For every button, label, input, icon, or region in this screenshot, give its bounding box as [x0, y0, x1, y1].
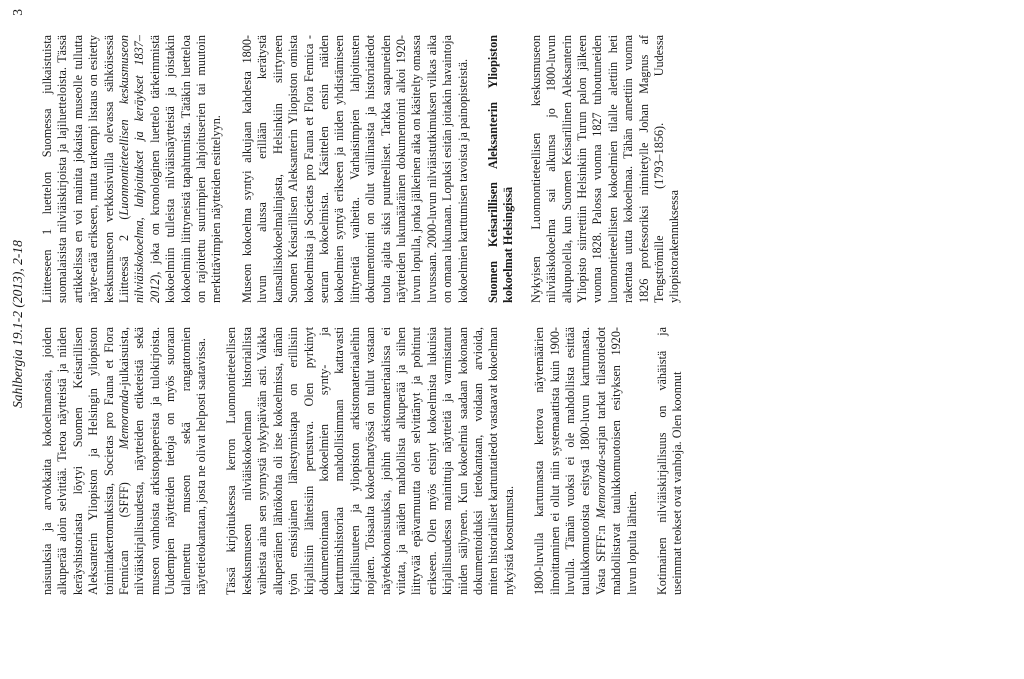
paragraph-text: Museon kokoelma syntyi alkujaan kahdesta 1800-luvun alussa erillään kerätystä kansalliskokoelmalinjasta, Helsinkiin siirtyneen Suomen Keisarillisen Aleksanterin Yliopiston omista kokoelmista ja Societas pro Fauna et Flora Fennica -seuran kokoelmista. Käsittelen ensin näiden kokoelmien syntyä erikseen ja niiden yhdistämiseen liittyneitä vaiheita. Varhaisimpien lahjoitusten dokumentointi on ollut vaillinaista ja historiatiedot tuolta ajalta siksi puutteelliset. Tarkka saapuneiden näytteiden lukumääräinen dokumentointi alkoi 1920-luvun lopulla, jonka jälkeinen aika on käsitelty omassa luvussaan. 2000-luvun nilviäistutkimuksen vilkas aika on omana lukunaan. Lopuksi esitän joitakin havaintoja kokoelmien karttumisen tavoista ja painopisteistä. [239, 35, 470, 303]
paragraph-text: Kotimainen nilviäiskirjallisuus on vähäistä ja useimmat teokset ovat vanhoja. Olen koonnut [655, 327, 685, 595]
journal-citation: Sahlbergia 19.1-2 (2013), 2-18 [10, 240, 25, 408]
page-number: 3 [10, 9, 25, 16]
paragraph-text: Liitteeseen 1 luettelon Suomessa julkaistuista suomalaisista nilviäiskirjoista ja lajiluetteloista. Tässä artikkelissa en voi mainita jokaista museolle tullutta näyte-erää erikseen, mutta tarkempi listaus on esitetty keskusmuseon verkkosivuilla olevassa sähköisessä Liitteessä 2 ( [40, 35, 132, 303]
section-heading: Suomen Keisarillisen Aleksanterin Yliopiston kokoelmat Helsingissä [485, 35, 516, 303]
body-paragraph [240, 35, 471, 303]
paragraph-text: -julkaisuista, nilviäiskirjallisuudesta, näytteiden etiketeistä sekä museon vanhoista arkistopapereista ja tulokirjoista. Uudempien näytteiden tietoja on myös suoraan tallennettu museon sekä rangattomien näytetietokantaan, josta ne olivat helposti saatavissa. [117, 327, 209, 595]
paragraph-text: -sarjan tarkat tilastotiedot mahdollistavat taulukkomuotoisen esityksen 1920-luvun lopulta lähtien. [593, 327, 639, 595]
right-text-column [40, 35, 994, 303]
body-paragraph [40, 35, 225, 303]
body-paragraph [655, 327, 686, 595]
body-paragraph [40, 327, 209, 595]
left-text-column [40, 327, 994, 595]
italic-text: Memoranda [117, 389, 132, 450]
page-header [6, 9, 32, 639]
paragraph-text: Nykyisen Luonnontieteellisen keskusmuseon nilviäiskokoelma sai alkunsa jo 1800-luvun alkupuolella, kun Suomen Keisarillinen Aleksanterin Yliopisto siirrettiin Helsinkiin Turun palon jälkeen vuonna 1828. Palossa vuonna 1827 tuhoutuneiden luonnontieteellisten kokoelmien tilalle alettiin heti rakentaa uutta kokoelmaa. Tähän annettiin vuonna 1826 professoriksi nimitetylle Johan Magnus af Tengströmille (1793–1856). Uudessa yliopistorakennuksessa [528, 35, 682, 303]
body-paragraph [529, 35, 683, 303]
paragraph-text: Tässä kirjoituksessa kerron Luonnontieteellisen keskusmuseon nilviäiskokoelman historiallista vaiheista aina sen synnystä nykypäivään asti. Vaikka alkuperäinen lähtökohta oli itse kokoelmissa, tämän työn ensisijainen lähestymistapa on erillisiin kirjallisiin lähteisiin perustuva. Olen pyrkinyt dokumentoimaan kokoelmien synty- ja karttumishistoriaa mahdollisimman kattavasti kirjallisuuteen ja yliopiston arkistomateriaaleihin nojaten. Toisaalta kokoelmatyössä on tullut vastaan näytekokonaisuuksia, joihin arkistomateriaalissa ei viitata, ja näiden mahdollista alkuperää ja siihen liittyvää epävarmuutta olen selvittänyt ja pohtinut erikseen. Olen myös etsinyt kokoelmista lukuisia kirjallisuudessa mainittuja näytteitä ja varmistanut niiden säilyneen. Kun kokoelmia saadaan kokonaan dokumentoiduksi tietokantaan, voidaan arvioida, miten historialliset kartuntatiedot vastaavat kokoelman nykyistä koostumusta. [224, 327, 516, 595]
italic-text: Memoranda [593, 458, 608, 519]
body-paragraph [532, 327, 640, 595]
paragraph-text: naisuuksia ja arvokkaita kokoelmanosia, joiden alkuperää aloin selvittää. Tietoa näytteistä ja niiden keräyshistoriasta löytyi Suomen Keisarillisen Aleksanterin Yliopiston ja Helsingin yliopiston toimintakertomuksista, Societas pro Fauna et Flora Fennican (SFFF) [40, 327, 132, 595]
body-paragraph [224, 327, 517, 595]
paragraph-text: 1800-luvulla kartunnasta kertova näytemäärien ilmoittaminen ei ollut niin systemaattista kuin 1900-luvulla. Tämän vuoksi ei ole mahdollista esittää taulukkomuotoista esitystä 1800-luvun kartunnasta. Vasta SFFF:n [532, 327, 608, 595]
italic-text: Luonnontieteellisen keskusmuseon nilviäiskokoelma, lahjoitukset ja keräykset 1837–2012 [117, 35, 162, 303]
paragraph-text: ), joka on kronologinen luettelo tärkeimmistä kokoelmiin tulleista nilviäisnäytteistä ja joistakin kokoelmiin liittyneistä tapahtumista. Tätäkin luetteloa on rajoitettu suurimpien lahjoituserien tai muutoin merkittävimpien näytteiden esittelyyn. [147, 35, 224, 303]
